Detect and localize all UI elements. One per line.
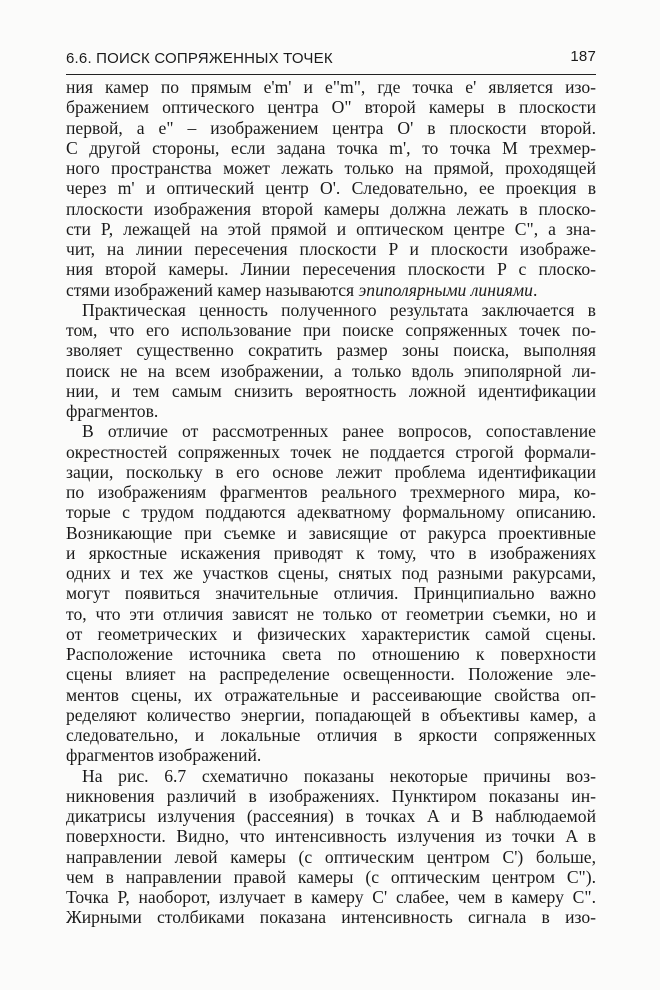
text-line — [66, 118, 596, 138]
text-line — [66, 847, 596, 867]
text-line — [66, 543, 596, 563]
section-title: 6.6. ПОИСК СОПРЯЖЕННЫХ ТОЧЕК — [66, 50, 333, 67]
line-text: чит, на линии пересечения плоскости P и плоскости изображе- — [66, 239, 596, 259]
body-text — [66, 77, 596, 928]
text-line — [66, 826, 596, 846]
text-line — [66, 482, 596, 502]
text-line — [66, 381, 596, 401]
line-text: ментов сцены, их отражательные и рассеивающие свойства оп- — [66, 684, 596, 705]
text-line — [66, 199, 596, 219]
line-text: фрагментов изображений. — [66, 745, 262, 766]
text-line — [66, 624, 596, 644]
line-text: ния камер по прямым e'm' и e"m", где точка e' является изо- — [66, 77, 596, 97]
text-line — [66, 320, 596, 340]
text-line — [66, 685, 596, 705]
text-line — [66, 502, 596, 522]
line-text: том, что его использование при поиске сопряженных точек по- — [66, 320, 596, 340]
text-line — [66, 664, 596, 684]
line-text: На рис. 6.7 схематично показаны некоторые причины воз- — [82, 765, 596, 786]
text-line — [66, 239, 596, 259]
text-line — [66, 806, 596, 826]
line-text: сти P, лежащей на этой прямой и оптическом центре C", а зна- — [66, 218, 596, 239]
line-punctuation: . — [532, 279, 538, 300]
line-text: ределяют количество энергии, попадающей в объективы камер, а — [66, 704, 596, 725]
line-text: бражением оптического центра O" второй камеры в плоскости — [66, 97, 596, 118]
text-line — [66, 725, 596, 745]
text-line — [66, 421, 596, 441]
text-line — [66, 442, 596, 462]
line-text: первой, а e" – изображением центра O' в плоскости второй. — [66, 117, 596, 138]
line-text: сцены влияет на распределение освещенности. Положение эле- — [66, 664, 596, 685]
line-text: торые с трудом поддаются адекватному формальному описанию. — [66, 502, 596, 523]
line-text: ния второй камеры. Линии пересечения плоскости P с плоско- — [66, 259, 596, 280]
line-text: зволяет существенно сократить размер зоны поиска, выполняя — [66, 340, 596, 361]
line-text: Практическая ценность полученного результата заключается в — [82, 299, 596, 320]
line-text: следовательно, и локальные отличия в яркости сопряженных — [66, 725, 596, 745]
emphasized-term: эпиполярными линиями — [358, 279, 533, 300]
line-text: Возникающие при съемке и зависящие от ракурса проективные — [66, 522, 596, 543]
text-line — [66, 300, 596, 320]
text-line — [66, 77, 596, 97]
text-line — [66, 705, 596, 725]
text-line — [66, 138, 596, 158]
line-text: от геометрических и физических характеристик самой сцены. — [66, 623, 596, 644]
text-line — [66, 523, 596, 543]
line-text: С другой стороны, если задана точка m', то точка M трехмер- — [66, 137, 596, 158]
page-number: 187 — [570, 48, 596, 65]
text-line — [66, 644, 596, 664]
text-line — [66, 887, 596, 907]
line-text: В отличие от рассмотренных ранее вопросов, сопоставление — [82, 421, 596, 442]
line-text: поверхности. Видно, что интенсивность излучения из точки A в — [66, 826, 596, 847]
header-rule — [66, 74, 596, 75]
line-text: направлении левой камеры (с оптическим центром C') больше, — [66, 846, 596, 867]
text-line — [66, 766, 596, 786]
text-line — [66, 178, 596, 198]
line-text: то, что эти отличия зависят не только от геометрии съемки, но и — [66, 603, 596, 624]
text-line — [66, 97, 596, 117]
text-line — [66, 340, 596, 360]
text-line — [66, 280, 596, 300]
line-text: фрагментов. — [66, 401, 159, 421]
line-text: чем в направлении правой камеры (с оптическим центром C"). — [66, 866, 596, 887]
line-text: дикатрисы излучения (рассеяния) в точках A и B наблюдаемой — [66, 806, 596, 826]
text-line — [66, 867, 596, 887]
running-head — [66, 48, 596, 72]
text-line — [66, 361, 596, 381]
text-line — [66, 563, 596, 583]
line-text: Точка P, наоборот, излучает в камеру C' слабее, чем в камеру C". — [66, 887, 596, 907]
line-text: нии, и тем самым снизить вероятность ложной идентификации — [66, 380, 596, 401]
line-text: ного пространства может лежать только на прямой, проходящей — [66, 158, 596, 178]
line-text: могут появиться значительные отличия. Принципиально важно — [66, 583, 596, 604]
line-text: окрестностей сопряженных точек не поддается строгой формали- — [66, 441, 596, 462]
line-text: зации, поскольку в его основе лежит проблема идентификации — [66, 461, 596, 482]
line-text: никновения различий в изображениях. Пунктиром показаны ин- — [66, 785, 596, 806]
text-line — [66, 907, 596, 927]
line-text: поиск не на всем изображении, а только вдоль эпиполярной ли- — [66, 360, 596, 381]
text-line — [66, 745, 596, 765]
line-text: по изображениям фрагментов реального трехмерного мира, ко- — [66, 482, 596, 502]
line-text: плоскости изображения второй камеры должна лежать в плоско- — [66, 198, 596, 219]
line-text: стями изображений камер называются — [66, 279, 359, 300]
line-text: одних и тех же участков сцены, снятых под разными ракурсами, — [66, 563, 596, 583]
text-line — [66, 401, 596, 421]
text-line — [66, 259, 596, 279]
text-line — [66, 583, 596, 603]
line-text: и яркостные искажения приводят к тому, что в изображениях — [66, 542, 596, 563]
text-line — [66, 158, 596, 178]
line-text: через m' и оптический центр O'. Следовательно, ее проекция в — [66, 178, 596, 199]
text-line — [66, 219, 596, 239]
line-text: Расположение источника света по отношению к поверхности — [66, 644, 596, 664]
text-line — [66, 462, 596, 482]
text-line — [66, 604, 596, 624]
line-text: Жирными столбиками показана интенсивность сигнала в изо- — [66, 907, 596, 928]
text-line — [66, 786, 596, 806]
